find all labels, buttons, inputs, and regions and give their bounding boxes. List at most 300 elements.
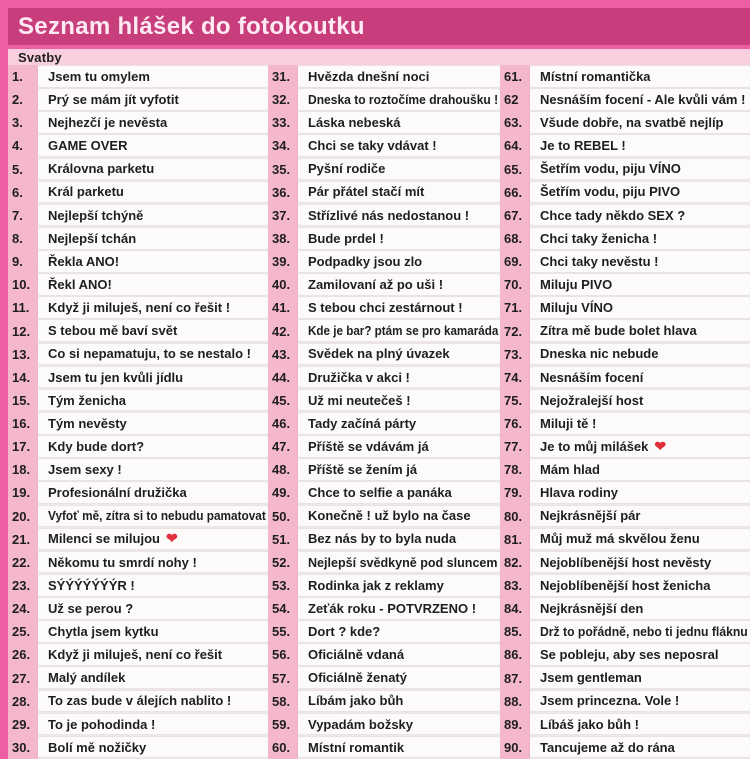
item-number: 66. [504, 184, 523, 200]
item-number: 79. [504, 485, 523, 501]
item-text: Nejkrásnější den [540, 600, 644, 616]
item-box [530, 251, 750, 272]
item-box [530, 691, 750, 712]
list-item [500, 481, 750, 504]
list-item [268, 227, 500, 250]
item-text: Střízlivé nás nedostanou ! [308, 207, 470, 223]
item-text: Nejožralejší host [540, 392, 644, 408]
list-item [268, 574, 500, 597]
item-text: Už se perou ? [48, 600, 134, 616]
list-item [268, 88, 500, 111]
list-item [8, 713, 268, 736]
section-band [8, 49, 750, 65]
item-number: 45. [272, 392, 291, 408]
item-number: 39. [272, 254, 291, 270]
list-item [8, 250, 268, 273]
item-number: 13. [12, 346, 31, 362]
item-text: Se pobleju, aby ses neposral [540, 647, 719, 663]
item-box [530, 112, 750, 133]
item-box [530, 575, 750, 596]
item-box [298, 320, 500, 341]
item-number: 34. [272, 138, 291, 154]
item-box [530, 714, 750, 735]
item-number: 27. [12, 670, 31, 686]
list-item [268, 528, 500, 551]
list-item [8, 412, 268, 435]
list-item [500, 458, 750, 481]
item-text: Zeťák roku - POTVRZENO ! [308, 600, 477, 616]
item-box [38, 112, 268, 133]
list-item [268, 273, 500, 296]
item-text: Družička v akci ! [308, 369, 410, 385]
list-item [8, 88, 268, 111]
item-text: Oficiálně vdaná [308, 647, 405, 663]
item-number: 3. [12, 115, 23, 131]
item-text: Jsem tu omylem [48, 68, 150, 84]
item-text: Miluju VÍNO [540, 300, 613, 316]
phrase-column-3 [500, 65, 750, 759]
item-number: 83. [504, 577, 523, 593]
item-number: 42. [272, 323, 291, 339]
list-item [500, 505, 750, 528]
item-number: 49. [272, 485, 291, 501]
item-text: Příště se vdávám já [308, 438, 429, 454]
item-number: 59. [272, 716, 291, 732]
heart-icon: ❤ [165, 530, 178, 547]
item-box [298, 598, 500, 619]
list-item [8, 111, 268, 134]
item-text: Je to REBEL ! [540, 138, 626, 154]
item-box [298, 112, 500, 133]
item-text: Prý se mám jít vyfotit [48, 91, 179, 107]
item-box [38, 691, 268, 712]
item-box [298, 667, 500, 688]
list-item [500, 435, 750, 458]
item-box [530, 159, 750, 180]
item-number: 64. [504, 138, 523, 154]
item-box [530, 205, 750, 226]
item-number: 1. [12, 69, 23, 85]
list-item [500, 620, 750, 643]
item-text: Bolí mě nožičky [48, 739, 147, 755]
item-box [530, 297, 750, 318]
item-text: Místní romantik [308, 739, 405, 755]
list-item [268, 551, 500, 574]
item-number: 17. [12, 439, 31, 455]
item-number: 81. [504, 531, 523, 547]
item-text: Nesnáším focení [540, 369, 644, 385]
item-number: 57. [272, 670, 291, 686]
list-item [8, 134, 268, 157]
item-box [38, 228, 268, 249]
item-text: S tebou chci zestárnout ! [308, 300, 463, 316]
item-number: 18. [12, 462, 31, 478]
section-label: Svatby [18, 49, 62, 65]
item-number: 30. [12, 739, 31, 755]
item-box [298, 691, 500, 712]
item-text: Chce to selfie a panáka [308, 485, 452, 501]
item-box [298, 390, 500, 411]
list-item [500, 528, 750, 551]
item-number: 70. [504, 277, 523, 293]
item-number: 82. [504, 554, 523, 570]
item-text: Profesionální družička [48, 485, 187, 501]
item-text: Pár přátel stačí mít [308, 184, 425, 200]
phrase-columns [8, 65, 750, 759]
list-item [268, 412, 500, 435]
list-item [500, 111, 750, 134]
item-text: Šetřím vodu, piju PIVO [540, 184, 681, 200]
list-item [500, 389, 750, 412]
list-item [268, 597, 500, 620]
item-text: Nejkrásnější pár [540, 508, 641, 524]
item-text: Můj muž má skvělou ženu [540, 531, 700, 547]
list-item [8, 319, 268, 342]
item-text: Dneska to roztočíme drahoušku ! [308, 91, 499, 107]
item-box [530, 390, 750, 411]
item-text: Nejhezčí je nevěsta [48, 115, 168, 131]
item-text: Příště se žením já [308, 462, 418, 478]
item-box [38, 529, 268, 550]
item-number: 56. [272, 647, 291, 663]
item-text: GAME OVER [48, 138, 128, 154]
item-number: 52. [272, 554, 291, 570]
item-number: 63. [504, 115, 523, 131]
item-text: Všude dobře, na svatbě nejlíp [540, 115, 724, 131]
item-box [298, 737, 500, 758]
item-box [530, 621, 750, 642]
item-text: Rodinka jak z reklamy [308, 577, 444, 593]
list-item [500, 551, 750, 574]
item-text: Je to můj milášek ❤ [540, 437, 667, 454]
item-box [298, 367, 500, 388]
list-item [268, 389, 500, 412]
item-box [298, 436, 500, 457]
item-text: Bez nás by to byla nuda [308, 531, 457, 547]
list-item [8, 273, 268, 296]
list-item [8, 666, 268, 689]
item-text: Vypadám božsky [308, 716, 414, 732]
item-number: 86. [504, 647, 523, 663]
item-number: 89. [504, 716, 523, 732]
item-box [38, 506, 268, 527]
list-item [500, 690, 750, 713]
item-text: Zítra mě bude bolet hlava [540, 323, 697, 339]
item-text: Drž to pořádně, nebo ti jednu fláknu [540, 624, 748, 639]
item-box [38, 644, 268, 665]
item-number: 87. [504, 670, 523, 686]
item-box [530, 228, 750, 249]
item-number: 26. [12, 647, 31, 663]
item-box [530, 644, 750, 665]
list-item [500, 343, 750, 366]
list-item [8, 181, 268, 204]
item-number: 80. [504, 508, 523, 524]
item-text: Chci se taky vdávat ! [308, 138, 437, 154]
item-box [298, 506, 500, 527]
list-item [500, 643, 750, 666]
item-box [530, 135, 750, 156]
item-box [530, 182, 750, 203]
list-item [8, 435, 268, 458]
item-number: 8. [12, 230, 23, 246]
item-number: 33. [272, 115, 291, 131]
item-text: Nejoblíbenější host ženicha [540, 577, 711, 593]
item-number: 67. [504, 207, 523, 223]
item-text: Nejlepší tchýně [48, 207, 144, 223]
item-box [530, 320, 750, 341]
item-number: 76. [504, 416, 523, 432]
list-item [268, 250, 500, 273]
list-item [500, 574, 750, 597]
list-item [268, 505, 500, 528]
item-text: Co si nepamatuju, to se nestalo ! [48, 346, 251, 362]
item-number: 6. [12, 184, 23, 200]
list-item [500, 597, 750, 620]
item-box [38, 274, 268, 295]
item-number: 20. [12, 508, 31, 524]
item-box [298, 182, 500, 203]
list-item [268, 643, 500, 666]
item-box [38, 575, 268, 596]
list-item [268, 65, 500, 88]
item-text: Miluji tě ! [540, 415, 597, 431]
item-number: 46. [272, 416, 291, 432]
item-box [530, 552, 750, 573]
list-item [8, 458, 268, 481]
item-number: 15. [12, 392, 31, 408]
item-text: Řekla ANO! [48, 253, 120, 269]
item-box [298, 714, 500, 735]
item-box [530, 66, 750, 87]
item-text: To zas bude v álejích nablito ! [48, 693, 232, 709]
item-box [298, 621, 500, 642]
item-box [298, 159, 500, 180]
phrase-column-1 [8, 65, 268, 759]
item-text: Když ji miluješ, není co řešit ! [48, 300, 231, 316]
item-box [298, 459, 500, 480]
item-text: Hvězda dnešní noci [308, 68, 430, 84]
item-text: Místní romantička [540, 68, 651, 84]
item-text: Jsem sexy ! [48, 462, 122, 478]
item-box [38, 621, 268, 642]
item-text: Tancujeme až do rána [540, 739, 675, 755]
item-number: 24. [12, 601, 31, 617]
item-text: Svědek na plný úvazek [308, 346, 450, 362]
item-number: 71. [504, 300, 523, 316]
list-item [268, 319, 500, 342]
item-box [530, 506, 750, 527]
list-item [268, 620, 500, 643]
item-number: 61. [504, 69, 523, 85]
item-box [38, 297, 268, 318]
list-item [268, 134, 500, 157]
list-item [8, 597, 268, 620]
item-text: Dneska nic nebude [540, 346, 659, 362]
item-number: 55. [272, 624, 291, 640]
item-number: 9. [12, 254, 23, 270]
item-number: 44. [272, 369, 291, 385]
item-box [38, 459, 268, 480]
item-text: Kdy bude dort? [48, 438, 145, 454]
list-item [8, 65, 268, 88]
item-text: Bude prdel ! [308, 230, 384, 246]
item-box [38, 135, 268, 156]
item-number: 40. [272, 277, 291, 293]
list-item [500, 65, 750, 88]
item-number: 54. [272, 601, 291, 617]
item-box [38, 89, 268, 110]
list-item [500, 366, 750, 389]
item-box [298, 297, 500, 318]
list-item [8, 643, 268, 666]
item-box [530, 436, 750, 457]
item-box [38, 251, 268, 272]
item-box [298, 89, 500, 110]
item-box [298, 135, 500, 156]
list-item [8, 481, 268, 504]
item-text: Líbáš jako bůh ! [540, 716, 639, 732]
item-text: Nejoblíbenější host nevěsty [540, 554, 712, 570]
item-number: 38. [272, 230, 291, 246]
item-box [298, 529, 500, 550]
list-item [500, 713, 750, 736]
item-number: 4. [12, 138, 23, 154]
item-text: Chci taky nevěstu ! [540, 253, 659, 269]
item-text: Tým nevěsty [48, 415, 127, 431]
list-item [268, 296, 500, 319]
list-item [500, 134, 750, 157]
item-box [530, 413, 750, 434]
item-text: Kde je bar? ptám se pro kamaráda [308, 323, 499, 339]
item-box [530, 344, 750, 365]
item-box [38, 159, 268, 180]
item-box [530, 367, 750, 388]
item-text: Chci taky ženicha ! [540, 230, 658, 246]
list-item [268, 666, 500, 689]
item-number: 22. [12, 554, 31, 570]
list-item [268, 713, 500, 736]
list-item [8, 204, 268, 227]
item-number: 19. [12, 485, 31, 501]
list-item [8, 690, 268, 713]
item-text: Vyfoť mě, zítra si to nebudu pamatovat [48, 508, 266, 524]
item-text: Královna parketu [48, 161, 155, 177]
item-text: SÝÝÝÝÝÝÝR ! [48, 577, 135, 593]
item-box [530, 737, 750, 758]
item-box [38, 205, 268, 226]
item-text: Jsem gentleman [540, 670, 642, 686]
item-text: Hlava rodiny [540, 485, 619, 501]
list-item [268, 181, 500, 204]
item-number: 53. [272, 577, 291, 593]
item-text: Pyšní rodiče [308, 161, 386, 177]
item-box [38, 390, 268, 411]
list-item [8, 551, 268, 574]
item-text: To je pohodinda ! [48, 716, 156, 732]
heart-icon: ❤ [654, 437, 667, 454]
item-number: 88. [504, 693, 523, 709]
item-number: 36. [272, 184, 291, 200]
item-text: Milenci se milujou ❤ [48, 530, 178, 547]
item-number: 7. [12, 207, 23, 223]
list-item [8, 620, 268, 643]
list-item [500, 227, 750, 250]
item-number: 78. [504, 462, 523, 478]
item-box [38, 367, 268, 388]
item-box [38, 598, 268, 619]
item-box [38, 482, 268, 503]
list-item [500, 250, 750, 273]
item-number: 62 [504, 92, 519, 108]
item-text: Jsem princezna. Vole ! [540, 693, 680, 709]
item-number: 16. [12, 416, 31, 432]
item-text: Dort ? kde? [308, 624, 381, 639]
item-text: Nejlepší tchán [48, 230, 137, 246]
item-number: 10. [12, 277, 31, 293]
item-number: 50. [272, 508, 291, 524]
list-item [268, 158, 500, 181]
list-item [8, 158, 268, 181]
item-text: Líbám jako bůh [308, 693, 404, 709]
item-box [298, 644, 500, 665]
item-box [38, 344, 268, 365]
item-text: Nejlepší svědkyně pod sluncem [308, 554, 498, 570]
item-box [298, 205, 500, 226]
list-item [500, 181, 750, 204]
item-box [298, 552, 500, 573]
item-number: 31. [272, 69, 291, 85]
item-text: Miluju PIVO [540, 277, 613, 292]
list-item [268, 481, 500, 504]
list-item [268, 736, 500, 759]
item-text: Šetřím vodu, piju VÍNO [540, 161, 681, 177]
item-number: 11. [12, 300, 30, 316]
list-item [500, 319, 750, 342]
item-number: 25. [12, 624, 31, 640]
item-box [530, 274, 750, 295]
list-item [500, 204, 750, 227]
item-text: Nesnáším focení - Ale kvůli vám ! [540, 91, 746, 107]
item-number: 65. [504, 161, 523, 177]
item-box [38, 182, 268, 203]
item-box [38, 714, 268, 735]
item-text: Když ji miluješ, není co řešit [48, 647, 223, 663]
list-item [500, 736, 750, 759]
item-number: 85. [504, 624, 523, 640]
item-number: 58. [272, 693, 291, 709]
item-number: 43. [272, 346, 291, 362]
list-item [268, 111, 500, 134]
list-item [8, 505, 268, 528]
item-number: 68. [504, 230, 523, 246]
item-box [530, 459, 750, 480]
item-number: 47. [272, 439, 291, 455]
item-number: 32. [272, 92, 291, 108]
item-number: 75. [504, 392, 523, 408]
item-number: 41. [272, 300, 291, 316]
list-item [500, 158, 750, 181]
item-box [298, 413, 500, 434]
list-item [268, 458, 500, 481]
list-item [8, 574, 268, 597]
item-number: 77. [504, 439, 523, 455]
item-text: Tým ženicha [48, 392, 127, 408]
list-item [8, 296, 268, 319]
phrase-column-2 [268, 65, 500, 759]
list-item [500, 666, 750, 689]
item-box [38, 737, 268, 758]
